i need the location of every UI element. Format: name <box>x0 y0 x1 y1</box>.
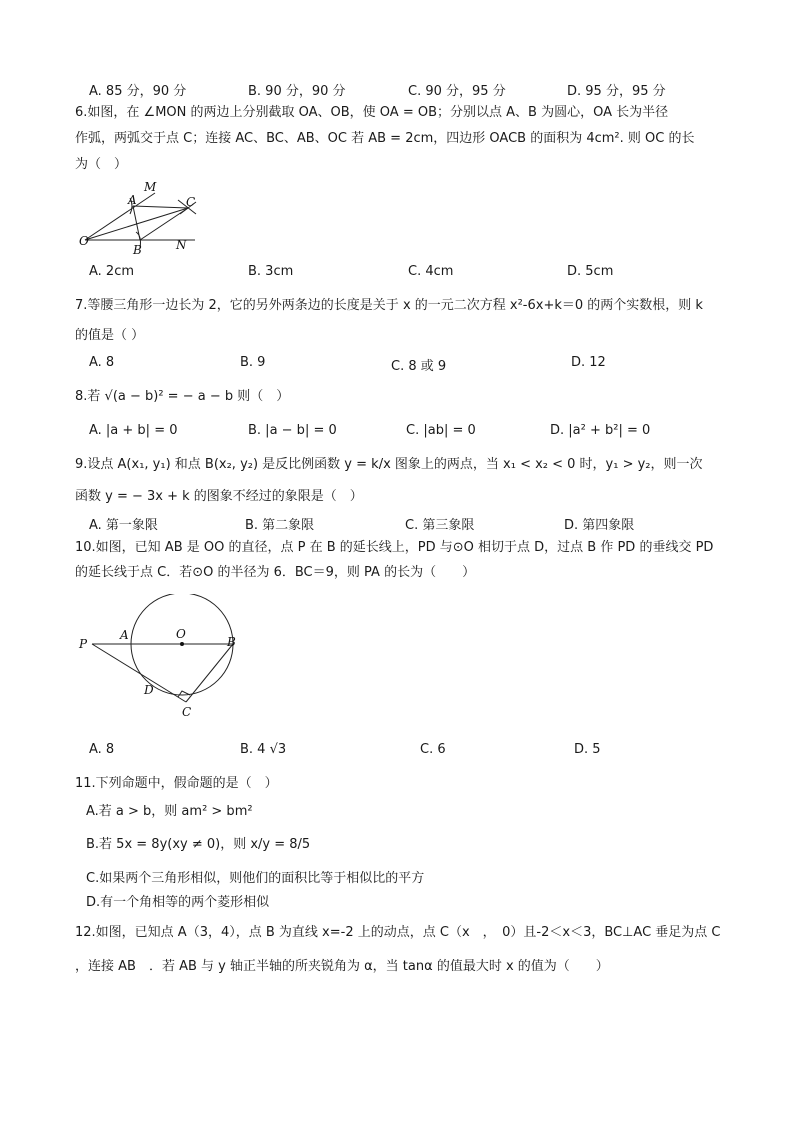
q10-option-d: D. 5 <box>574 742 601 757</box>
q5-option-a: A. 85 分，90 分 <box>89 84 187 99</box>
q6-label-n: N <box>176 238 187 252</box>
q10-label-b: B <box>227 635 236 649</box>
q5-option-d: D. 95 分，95 分 <box>567 84 666 99</box>
q6-stem-line1: 6.如图，在 ∠MON 的两边上分别截取 OA、OB，使 OA = OB；分别以点 A、B 为圆心，OA 长为半径 <box>75 105 669 120</box>
q11-option-a: A.若 a > b，则 am² > bm² <box>86 804 253 819</box>
q9-option-d: D. 第四象限 <box>564 518 635 533</box>
q6-figure <box>70 178 210 258</box>
q10-option-c: C. 6 <box>420 742 446 757</box>
q6-option-a: A. 2cm <box>89 264 135 279</box>
q7-option-b: B. 9 <box>240 355 266 370</box>
q11-option-d: D.有一个角相等的两个菱形相似 <box>86 895 270 910</box>
q7-stem-line1: 7.等腰三角形一边长为 2，它的另外两条边的长度是关于 x 的一元二次方程 x²-6x+k＝0 的两个实数根，则 k <box>75 298 703 313</box>
q9-stem-line1: 9.设点 A(x₁, y₁) 和点 B(x₂, y₂) 是反比例函数 y = k/x 图象上的两点，当 x₁ < x₂ < 0 时，y₁ > y₂，则一次 <box>75 457 703 472</box>
q7-option-d: D. 12 <box>571 355 606 370</box>
q6-label-a: A <box>128 193 137 207</box>
q10-figure <box>72 594 252 724</box>
q10-option-b: B. 4 √3 <box>240 742 287 757</box>
q6-label-o: O <box>79 234 89 248</box>
q6-stem-line3: 为（ ） <box>75 157 128 172</box>
q8-option-b: B. |a − b| = 0 <box>248 423 337 438</box>
q9-stem-line2: 函数 y = − 3x + k 的图象不经过的象限是（ ） <box>75 489 363 504</box>
q10-option-a: A. 8 <box>89 742 115 757</box>
q8-option-a: A. |a + b| = 0 <box>89 423 178 438</box>
q12-stem-line1: 12.如图，已知点 A（3，4），点 B 为直线 x=-2 上的动点，点 C（x ， 0）且-2＜x＜3，BC⊥AC 垂足为点 C <box>75 925 721 940</box>
q6-option-b: B. 3cm <box>248 264 294 279</box>
q8-stem: 8.若 √(a − b)² = − a − b 则（ ） <box>75 389 290 404</box>
q11-option-b: B.若 5x = 8y(xy ≠ 0)，则 x/y = 8/5 <box>86 837 311 852</box>
q6-label-m: M <box>144 180 157 194</box>
q6-stem-line2: 作弧，两弧交于点 C；连接 AC、BC、AB、OC 若 AB = 2cm，四边形 OACB 的面积为 4cm². 则 OC 的长 <box>75 131 695 146</box>
q5-option-b: B. 90 分，90 分 <box>248 84 346 99</box>
q9-option-b: B. 第二象限 <box>245 518 315 533</box>
q6-label-c: C <box>186 195 196 209</box>
q10-label-a: A <box>120 628 129 642</box>
q11-stem: 11.下列命题中，假命题的是（ ） <box>75 776 278 791</box>
q10-label-o: O <box>176 627 186 641</box>
q6-label-b: B <box>133 243 142 257</box>
q6-option-d: D. 5cm <box>567 264 614 279</box>
q7-stem-line2: 的值是（ ） <box>75 328 145 343</box>
q7-option-a: A. 8 <box>89 355 115 370</box>
q9-option-c: C. 第三象限 <box>405 518 475 533</box>
q8-option-d: D. |a² + b²| = 0 <box>550 423 651 438</box>
q12-stem-line2: ，连接 AB ．若 AB 与 y 轴正半轴的所夹锐角为 α，当 tanα 的值最大时 x 的值为（ ） <box>75 959 609 974</box>
q10-label-d: D <box>144 683 154 697</box>
q8-option-c: C. |ab| = 0 <box>406 423 476 438</box>
q10-label-p: P <box>79 637 88 651</box>
q7-option-c: C. 8 或 9 <box>391 359 447 374</box>
q10-label-c: C <box>182 705 192 719</box>
q11-option-c: C.如果两个三角形相似，则他们的面积比等于相似比的平方 <box>86 871 425 886</box>
q9-option-a: A. 第一象限 <box>89 518 158 533</box>
q10-stem-line1: 10.如图，已知 AB 是 OO 的直径，点 P 在 B 的延长线上，PD 与⊙O 相切于点 D，过点 B 作 PD 的垂线交 PD <box>75 540 714 555</box>
q10-stem-line2: 的延长线于点 C．若⊙O 的半径为 6．BC＝9，则 PA 的长为（ ） <box>75 565 476 580</box>
q6-option-c: C. 4cm <box>408 264 454 279</box>
q5-option-c: C. 90 分，95 分 <box>408 84 506 99</box>
